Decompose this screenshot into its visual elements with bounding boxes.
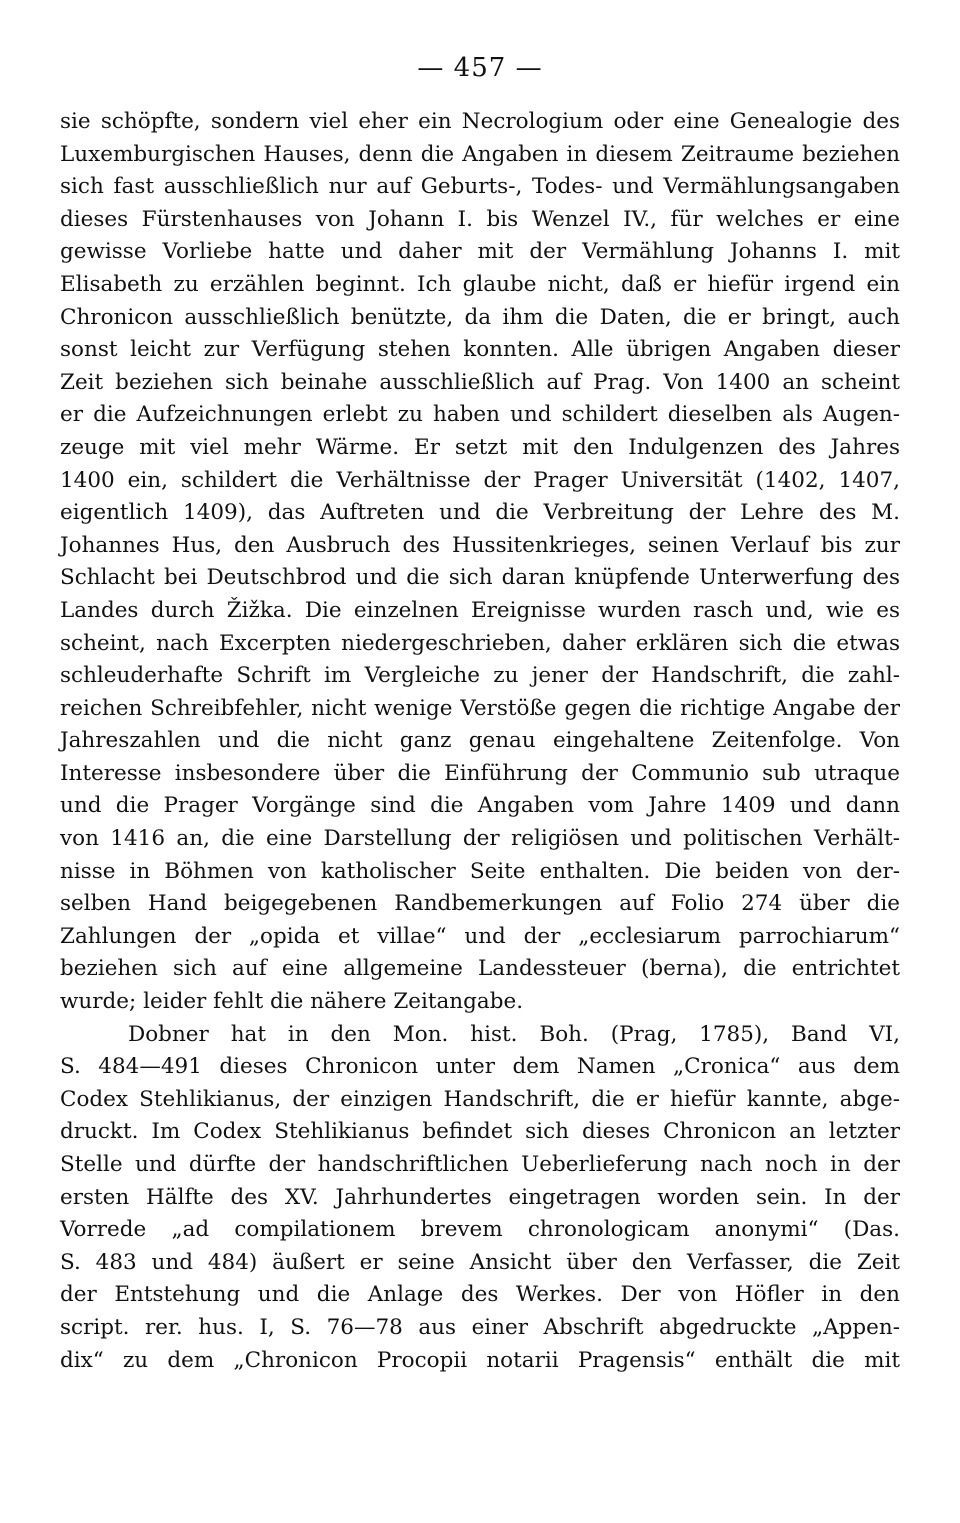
text-line: nisse in Böhmen von katholischer Seite enthalten. Die beiden von der- <box>60 858 900 884</box>
text-line: der Entstehung und die Anlage des Werkes. Der von Höfler in den <box>60 1282 900 1308</box>
text-line: ersten Hälfte des XV. Jahrhundertes eingetragen worden sein. In der <box>60 1184 900 1210</box>
text-line: beziehen sich auf eine allgemeine Landessteuer (berna), die entrichtet <box>60 956 900 982</box>
text-line: Codex Stehlikianus, der einzigen Handschrift, die er hiefür kannte, abge- <box>60 1086 900 1112</box>
paragraph-1 <box>60 106 900 1019</box>
text-line: eigentlich 1409), das Auftreten und die Verbreitung der Lehre des M. <box>60 500 900 526</box>
text-line: reichen Schreibfehler, nicht wenige Verstöße gegen die richtige Angabe der <box>60 695 900 721</box>
text-line: zeuge mit viel mehr Wärme. Er setzt mit den Indulgenzen des Jahres <box>60 434 900 460</box>
text-line: Schlacht bei Deutschbrod und die sich daran knüpfende Unterwerfung des <box>60 565 900 591</box>
text-line: 1400 ein, schildert die Verhältnisse der Prager Universität (1402, 1407, <box>60 467 900 493</box>
text-line: von 1416 an, die eine Darstellung der religiösen und politischen Verhält- <box>60 826 900 852</box>
text-line: Jahreszahlen und die nicht ganz genau eingehaltene Zeitenfolge. Von <box>60 728 900 754</box>
text-line: er die Aufzeichnungen erlebt zu haben und schildert dieselben als Augen- <box>60 402 900 428</box>
book-page <box>60 50 900 1480</box>
text-line: Landes durch Žižka. Die einzelnen Ereignisse wurden rasch und, wie es <box>60 597 900 623</box>
text-line: Zeit beziehen sich beinahe ausschließlich auf Prag. Von 1400 an scheint <box>60 369 900 395</box>
text-line: gewisse Vorliebe hatte und daher mit der Vermählung Johanns I. mit <box>60 239 900 265</box>
text-line: sich fast ausschließlich nur auf Geburts-, Todes- und Vermählungsangaben <box>60 174 900 200</box>
text-line: dieses Fürstenhauses von Johann I. bis Wenzel IV., für welches er eine <box>60 206 900 232</box>
text-line: Johannes Hus, den Ausbruch des Hussitenkrieges, seinen Verlauf bis zur <box>60 532 900 558</box>
text-line: Zahlungen der „opida et villae“ und der „ecclesiarum parrochiarum“ <box>60 923 900 949</box>
text-line: script. rer. hus. I, S. 76—78 aus einer Abschrift abgedruckte „Appen- <box>60 1314 900 1340</box>
text-line: druckt. Im Codex Stehlikianus befindet sich dieses Chronicon an letzter <box>60 1119 900 1145</box>
text-line: S. 484—491 dieses Chronicon unter dem Namen „Cronica“ aus dem <box>60 1054 900 1080</box>
text-line: und die Prager Vorgänge sind die Angaben vom Jahre 1409 und dann <box>60 793 900 819</box>
body-text <box>60 106 900 1377</box>
text-line: Luxemburgischen Hauses, denn die Angaben in diesem Zeitraume beziehen <box>60 141 900 167</box>
text-line: wurde; leider fehlt die nähere Zeitangabe. <box>60 989 524 1015</box>
text-line: sie schöpfte, sondern viel eher ein Necrologium oder eine Genealogie des <box>60 109 900 134</box>
paragraph-2 <box>60 1019 900 1378</box>
text-line: scheint, nach Excerpten niedergeschrieben, daher erklären sich die etwas <box>60 630 900 656</box>
text-line: sonst leicht zur Verfügung stehen konnten. Alle übrigen Angaben dieser <box>60 337 900 363</box>
text-line: S. 483 und 484) äußert er seine Ansicht über den Verfasser, die Zeit <box>60 1249 900 1275</box>
text-line: Dobner hat in den Mon. hist. Boh. (Prag, 1785), Band VI, <box>128 1021 900 1047</box>
text-line: Stelle und dürfte der handschriftlichen Ueberlieferung nach noch in der <box>60 1152 900 1177</box>
text-line: Chronicon ausschließlich benützte, da ihm die Daten, die er bringt, auch <box>60 304 900 330</box>
text-line: selben Hand beigegebenen Randbemerkungen auf Folio 274 über die <box>60 891 900 917</box>
text-line: dix“ zu dem „Chronicon Procopii notarii Pragensis“ enthält die mit <box>60 1347 900 1373</box>
text-line: Vorrede „ad compilationem brevem chronologicam anonymi“ (Das. <box>60 1217 900 1243</box>
text-line: Interesse insbesondere über die Einführung der Communio sub utraque <box>60 760 900 786</box>
page-number: — 457 — <box>417 53 543 83</box>
text-line: schleuderhafte Schrift im Vergleiche zu jener der Handschrift, die zahl- <box>60 663 900 689</box>
text-line: Elisabeth zu erzählen beginnt. Ich glaube nicht, daß er hiefür irgend ein <box>60 271 900 297</box>
